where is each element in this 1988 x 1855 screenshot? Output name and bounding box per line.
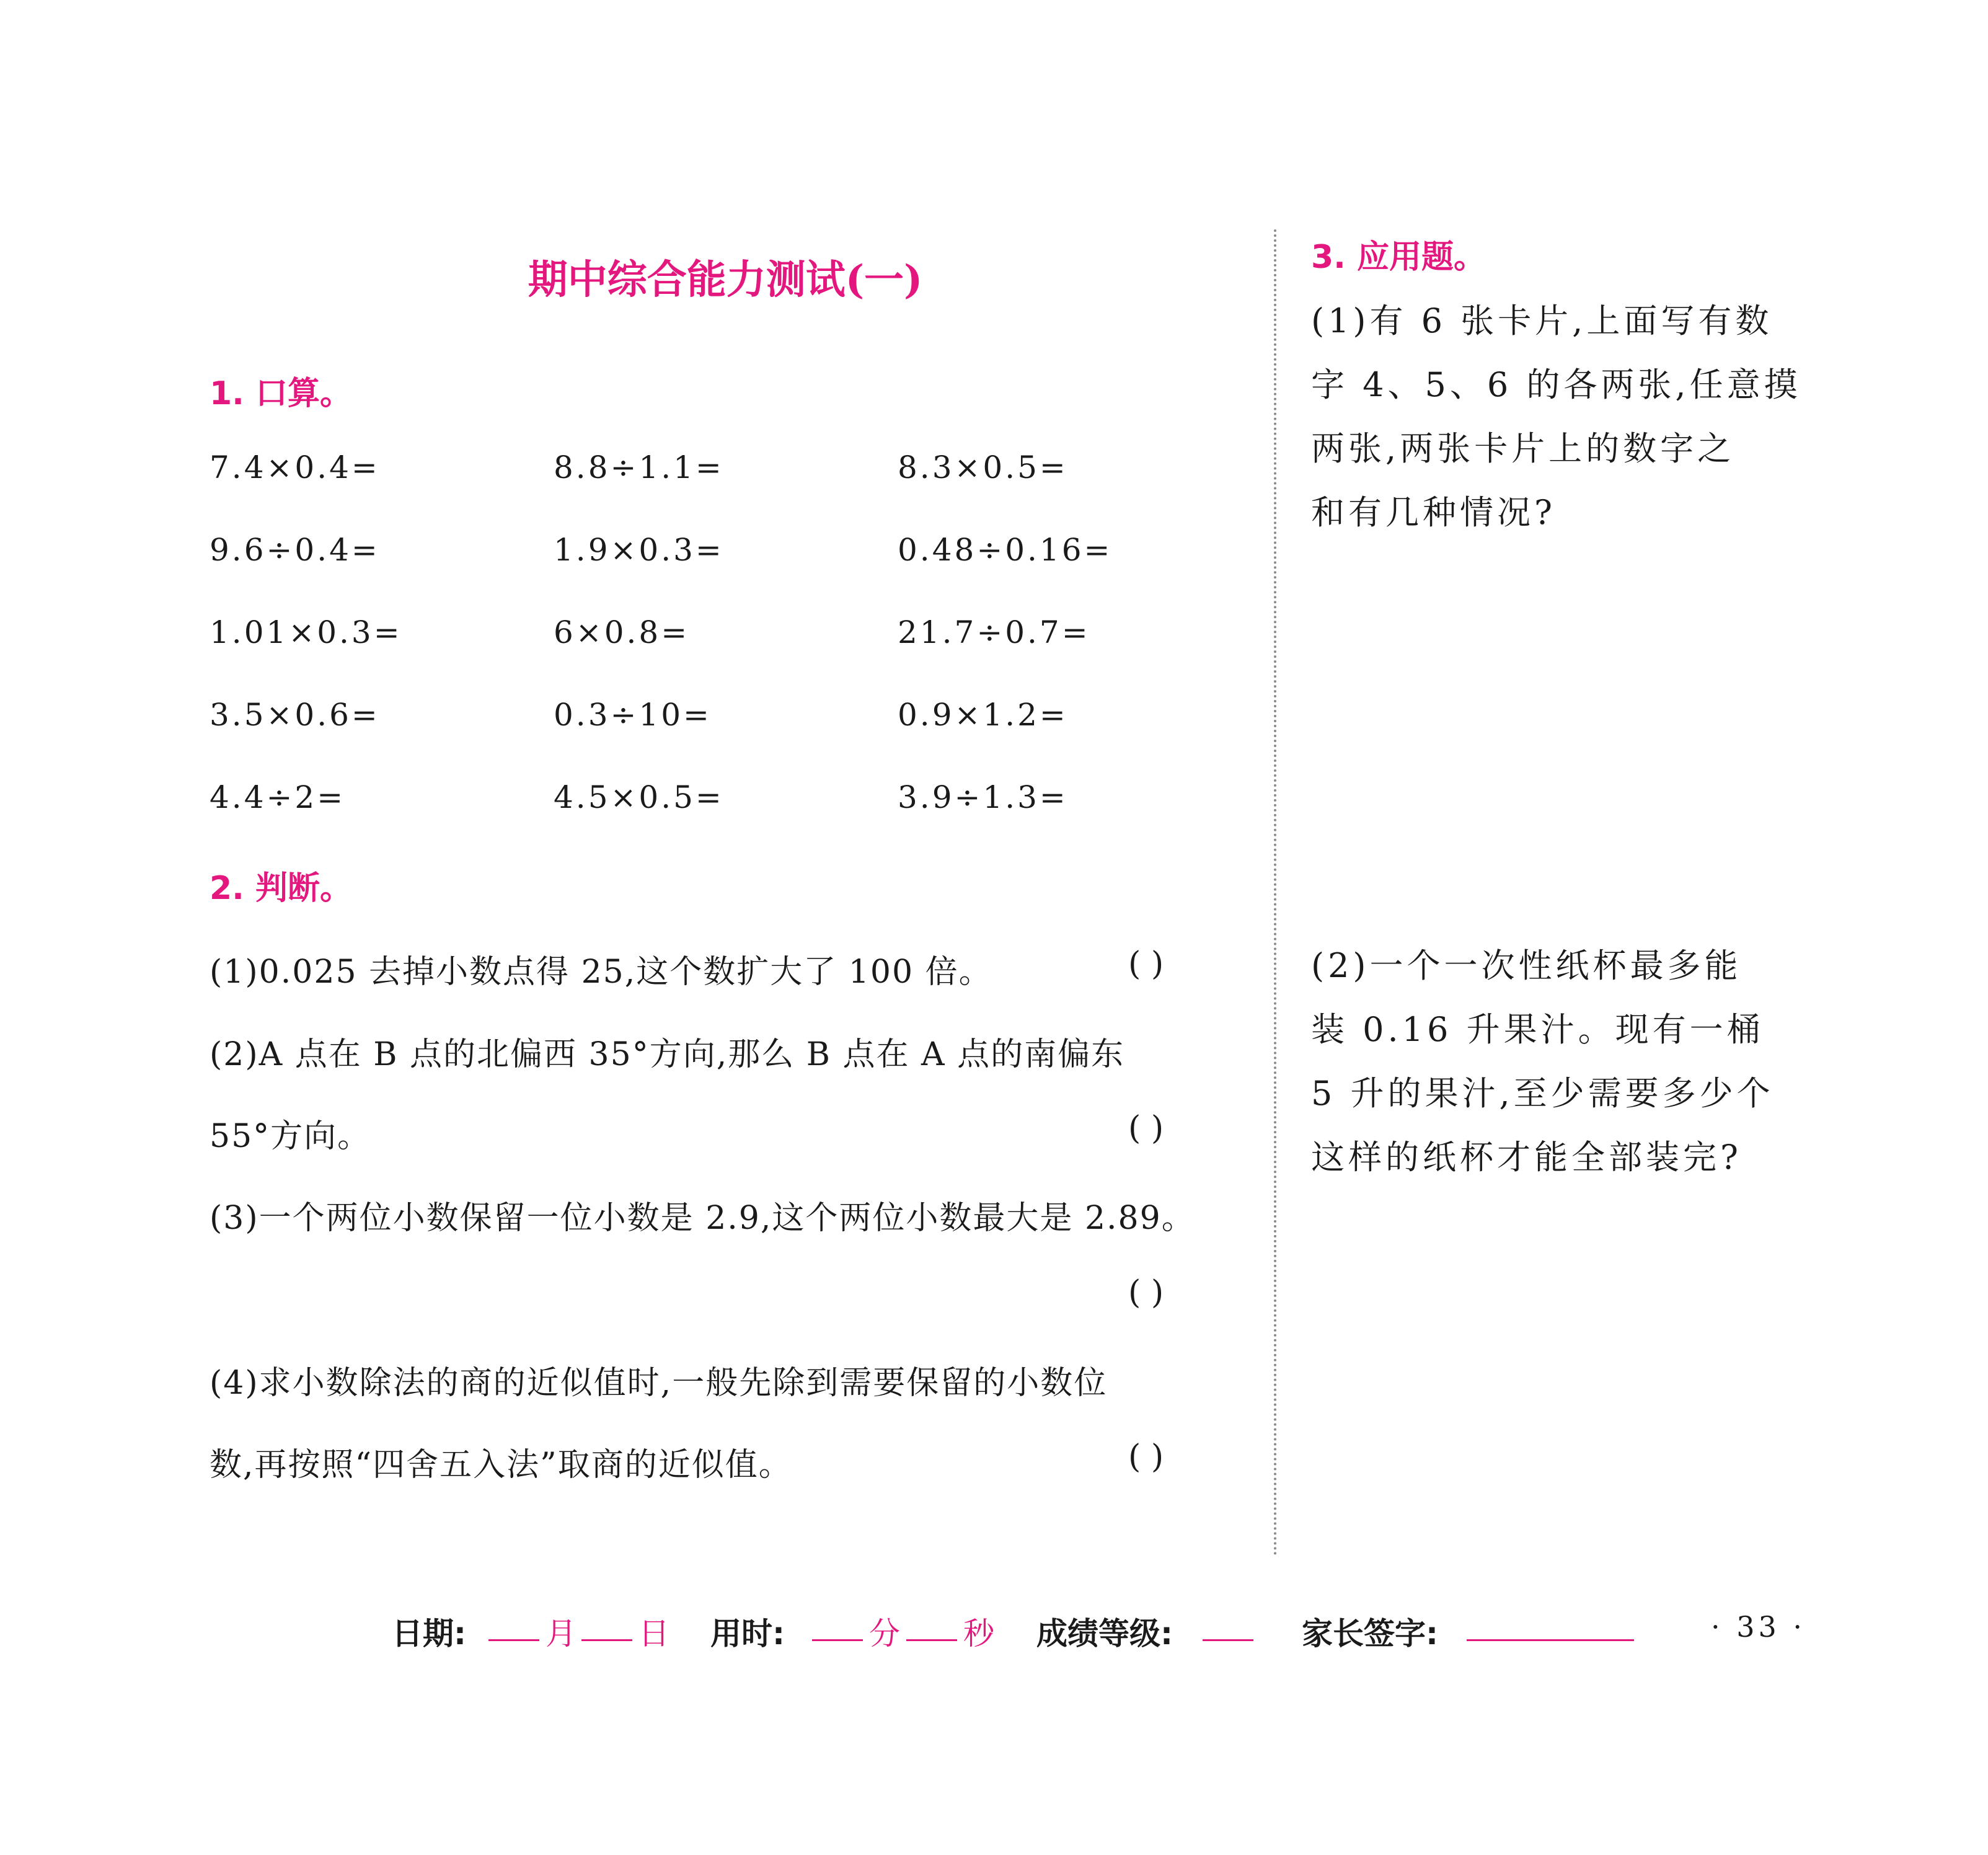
parent-signature-blank[interactable] — [1467, 1639, 1634, 1641]
application-q2-line: 5 升的果汁,至少需要多少个 — [1311, 1074, 1774, 1113]
section-1-heading: 1. 口算。 — [210, 375, 353, 412]
calc-item: 1.9×0.3= — [554, 532, 724, 568]
calc-item: 0.9×1.2= — [898, 697, 1068, 733]
application-q1-line: 和有几种情况? — [1311, 493, 1556, 532]
application-q1-line: 字 4、5、6 的各两张,任意摸 — [1311, 365, 1801, 404]
minute-blank[interactable] — [812, 1639, 863, 1641]
calc-item: 1.01×0.3= — [210, 614, 402, 650]
calc-item: 21.7÷0.7= — [898, 614, 1090, 650]
application-q1-line: 两张,两张卡片上的数字之 — [1311, 429, 1735, 468]
month-blank[interactable] — [488, 1639, 539, 1641]
calc-item: 0.48÷0.16= — [898, 532, 1113, 568]
day-blank[interactable] — [581, 1639, 632, 1641]
answer-paren: ( ) — [1128, 1438, 1164, 1476]
grade-label: 成绩等级: — [1036, 1616, 1173, 1652]
application-q2-line: (2)一个一次性纸杯最多能 — [1311, 946, 1742, 985]
judgement-line: (1)0.025 去掉小数点得 25,这个数扩大了 100 倍。 — [210, 954, 992, 991]
month-unit: 月 — [546, 1616, 577, 1652]
judgement-line: 55°方向。 — [210, 1118, 371, 1155]
section-3-heading: 3. 应用题。 — [1311, 239, 1487, 276]
calc-item: 4.4÷2= — [210, 779, 346, 815]
judgement-line: (3)一个两位小数保留一位小数是 2.9,这个两位小数最大是 2.89。 — [210, 1200, 1195, 1237]
day-unit: 日 — [638, 1616, 669, 1652]
calc-item: 8.3×0.5= — [898, 449, 1068, 485]
calc-item: 6×0.8= — [554, 614, 690, 650]
answer-paren: ( ) — [1128, 1110, 1164, 1147]
judgement-line: (4)求小数除法的商的近似值时,一般先除到需要保留的小数位 — [210, 1365, 1108, 1402]
calc-item: 3.5×0.6= — [210, 697, 380, 733]
answer-paren: ( ) — [1128, 1274, 1164, 1311]
judgement-line: (2)A 点在 B 点的北偏西 35°方向,那么 B 点在 A 点的南偏东 — [210, 1036, 1125, 1073]
application-q2-line: 这样的纸杯才能全部装完? — [1311, 1138, 1742, 1177]
calc-item: 9.6÷0.4= — [210, 532, 380, 568]
minute-unit: 分 — [869, 1616, 900, 1652]
second-unit: 秒 — [963, 1616, 994, 1652]
column-divider — [1274, 229, 1276, 1556]
calc-item: 4.5×0.5= — [554, 779, 724, 815]
page-number: · 33 · — [1711, 1610, 1806, 1644]
page-title: 期中综合能力测试(一) — [528, 257, 923, 303]
judgement-line: 数,再按照“四舍五入法”取商的近似值。 — [210, 1446, 792, 1484]
application-q2-line: 装 0.16 升果汁。现有一桶 — [1311, 1010, 1764, 1049]
calc-item: 0.3÷10= — [554, 697, 712, 733]
section-2-heading: 2. 判断。 — [210, 870, 353, 907]
calc-item: 8.8÷1.1= — [554, 449, 724, 485]
grade-blank[interactable] — [1203, 1639, 1253, 1641]
calc-item: 7.4×0.4= — [210, 449, 380, 485]
date-label: 日期: — [392, 1616, 466, 1652]
parent-signature-label: 家长签字: — [1302, 1616, 1438, 1652]
time-label: 用时: — [710, 1616, 785, 1652]
application-q1-line: (1)有 6 张卡片,上面写有数 — [1311, 301, 1773, 340]
calc-item: 3.9÷1.3= — [898, 779, 1068, 815]
answer-paren: ( ) — [1128, 945, 1164, 983]
second-blank[interactable] — [906, 1639, 957, 1641]
